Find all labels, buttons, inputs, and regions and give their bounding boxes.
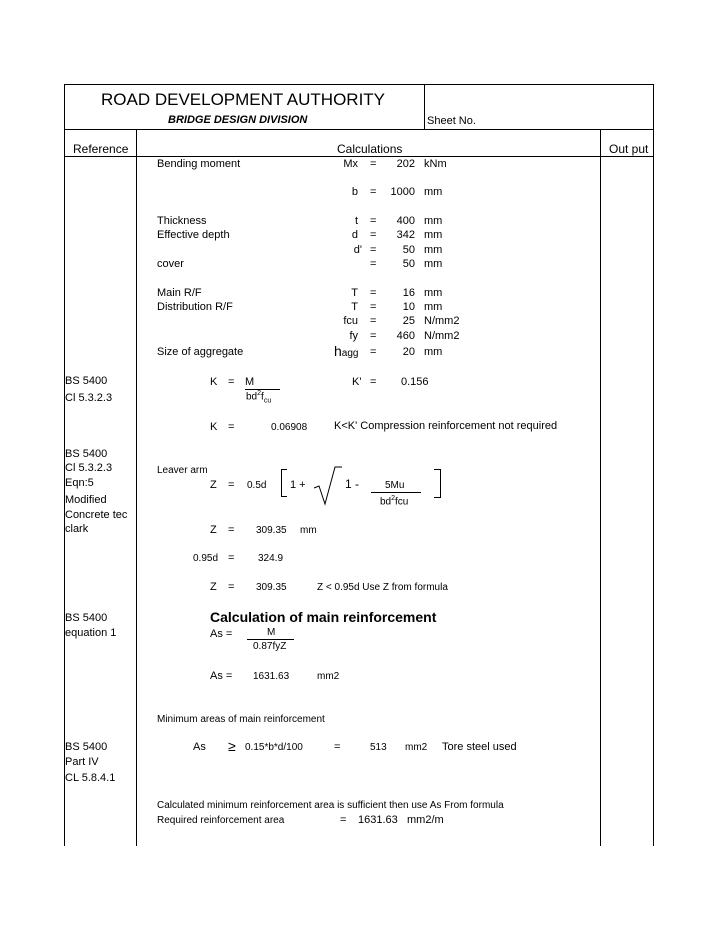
authority-title: ROAD DEVELOPMENT AUTHORITY bbox=[101, 90, 386, 109]
k-symbol: K bbox=[210, 376, 218, 388]
param-equals: = bbox=[370, 244, 377, 256]
bracket-right-bottom bbox=[434, 497, 441, 498]
z-equals-3: = bbox=[228, 581, 235, 593]
k-equals-2: = bbox=[228, 421, 235, 433]
param-label: cover bbox=[157, 258, 184, 270]
division-title: BRIDGE DESIGN DIVISION bbox=[168, 114, 308, 126]
min-ref-2: Part IV bbox=[65, 756, 99, 768]
calculations-heading: Calculations bbox=[337, 142, 403, 156]
frame-top bbox=[64, 84, 654, 85]
z-symbol: Z bbox=[210, 479, 217, 491]
param-symbol: T bbox=[351, 287, 358, 299]
param-value: 202 bbox=[396, 158, 415, 170]
required-area-label: Required reinforcement area bbox=[157, 815, 285, 826]
one-minus: 1 - bbox=[345, 477, 360, 491]
as-numerator: M bbox=[267, 627, 276, 638]
param-label: Effective depth bbox=[157, 229, 230, 241]
param-label: Bending moment bbox=[157, 158, 241, 170]
param-symbol: fcu bbox=[343, 315, 358, 327]
z-den-sup: 2 bbox=[391, 495, 396, 502]
as-symbol-2: As = bbox=[210, 670, 233, 682]
param-value: 25 bbox=[402, 315, 415, 327]
param-value: 10 bbox=[402, 301, 415, 313]
as-symbol: As = bbox=[210, 628, 233, 640]
k-den-base: bd bbox=[246, 391, 258, 403]
bracket-right-top bbox=[434, 469, 441, 470]
required-area-equals: = bbox=[340, 814, 347, 826]
z-ref-5: Concrete tec bbox=[65, 509, 128, 521]
frame-right bbox=[653, 84, 654, 846]
z-symbol-2: Z bbox=[210, 524, 217, 536]
z-symbol-3: Z bbox=[210, 581, 217, 593]
param-equals: = bbox=[370, 158, 377, 170]
z-ref-1: BS 5400 bbox=[65, 448, 108, 460]
d95-value: 324.9 bbox=[258, 553, 284, 564]
param-symbol: b bbox=[351, 186, 358, 198]
ref-divider bbox=[136, 130, 137, 846]
z-ref-4: Modified bbox=[65, 494, 107, 506]
d95-symbol: 0.95d bbox=[193, 553, 219, 564]
param-equals: = bbox=[370, 287, 377, 299]
param-equals: = bbox=[370, 330, 377, 342]
param-equals: = bbox=[370, 315, 377, 327]
param-label: Thickness bbox=[157, 215, 207, 227]
z-unit: mm bbox=[300, 525, 317, 536]
k-value: 0.06908 bbox=[271, 422, 308, 433]
bracket-left-bottom bbox=[281, 496, 287, 497]
required-area-value: 1631.63 bbox=[358, 814, 398, 826]
aggregate-symbol: h bbox=[334, 343, 342, 359]
k-ref-2: Cl 5.3.2.3 bbox=[65, 392, 113, 404]
one-plus: 1 + bbox=[290, 479, 306, 491]
param-value: 50 bbox=[402, 258, 415, 270]
min-note: Tore steel used bbox=[442, 741, 517, 753]
min-value: 513 bbox=[370, 742, 387, 753]
z-equals-2: = bbox=[228, 524, 235, 536]
param-unit: mm bbox=[424, 215, 443, 227]
param-value: 50 bbox=[402, 244, 415, 256]
colhead-bottom bbox=[64, 156, 654, 157]
reference-heading: Reference bbox=[73, 142, 129, 156]
param-unit: mm bbox=[424, 229, 443, 241]
bracket-right bbox=[440, 469, 441, 498]
param-equals: = bbox=[370, 346, 377, 358]
k-symbol-2: K bbox=[210, 421, 218, 433]
z-denominator bbox=[380, 495, 408, 507]
z-numerator: 5Mu bbox=[385, 480, 405, 491]
output-heading: Out put bbox=[609, 142, 649, 156]
param-equals: = bbox=[370, 258, 377, 270]
param-value: 16 bbox=[402, 287, 415, 299]
header-bottom bbox=[64, 129, 654, 130]
k-den-sub: cu bbox=[263, 397, 272, 405]
param-equals: = bbox=[370, 301, 377, 313]
as-fraction-bar bbox=[247, 639, 294, 640]
d95-equals: = bbox=[228, 552, 235, 564]
z-ref-2: Cl 5.3.2.3 bbox=[65, 462, 113, 474]
min-equals: = bbox=[334, 741, 341, 753]
z-equals: = bbox=[228, 479, 235, 491]
param-value: 20 bbox=[402, 346, 415, 358]
k-denominator bbox=[246, 390, 271, 404]
main-reinforcement-heading: Calculation of main reinforcement bbox=[210, 609, 437, 625]
param-label: Distribution R/F bbox=[157, 301, 233, 313]
z-den-tail: fcu bbox=[395, 496, 409, 508]
param-unit: N/mm2 bbox=[424, 330, 460, 342]
z-ref-6: clark bbox=[65, 523, 89, 535]
param-value: 400 bbox=[396, 215, 415, 227]
min-ref-1: BS 5400 bbox=[65, 741, 108, 753]
as-ref-2: equation 1 bbox=[65, 627, 117, 639]
param-label: Size of aggregate bbox=[157, 346, 244, 358]
param-symbol: d bbox=[351, 229, 358, 241]
param-equals: = bbox=[370, 229, 377, 241]
bracket-left-top bbox=[281, 469, 287, 470]
as-denominator: 0.87fyZ bbox=[253, 641, 287, 652]
sheet-no-label: Sheet No. bbox=[427, 115, 476, 127]
min-ref-3: CL 5.8.4.1 bbox=[65, 772, 116, 784]
kprime-symbol: K' bbox=[352, 376, 362, 388]
param-label: Main R/F bbox=[157, 287, 202, 299]
param-value: 460 bbox=[396, 330, 415, 342]
param-value: 342 bbox=[396, 229, 415, 241]
kprime-equals: = bbox=[370, 376, 377, 388]
param-unit: mm bbox=[424, 346, 443, 358]
param-unit: kNm bbox=[424, 158, 447, 170]
min-unit: mm2 bbox=[405, 742, 428, 753]
bracket-left bbox=[281, 469, 282, 497]
param-symbol: Mx bbox=[343, 158, 358, 170]
param-symbol: T bbox=[351, 301, 358, 313]
z-ref-3: Eqn:5 bbox=[65, 477, 94, 489]
z-value: 309.35 bbox=[256, 525, 287, 536]
param-equals: = bbox=[370, 215, 377, 227]
param-equals: = bbox=[370, 186, 377, 198]
param-symbol: d' bbox=[353, 244, 362, 256]
half-d: 0.5d bbox=[247, 480, 267, 491]
param-unit: mm bbox=[424, 186, 443, 198]
required-area-unit: mm2/m bbox=[407, 814, 444, 826]
as-value: 1631.63 bbox=[253, 671, 290, 682]
square-root-icon bbox=[313, 466, 343, 506]
k-den-sup: 2 bbox=[257, 390, 262, 397]
min-formula: 0.15*b*d/100 bbox=[245, 742, 303, 753]
leaver-arm-label: Leaver arm bbox=[157, 465, 208, 476]
aggregate-subscript: agg bbox=[341, 348, 359, 359]
k-equals: = bbox=[228, 376, 235, 388]
param-value: 1000 bbox=[390, 186, 415, 198]
as-unit: mm2 bbox=[317, 671, 340, 682]
param-unit: mm bbox=[424, 244, 443, 256]
z-fraction-bar bbox=[371, 492, 421, 493]
sheet-divider bbox=[424, 84, 425, 130]
param-unit: mm bbox=[424, 287, 443, 299]
z-den-base: bd bbox=[380, 496, 392, 508]
conclusion-line-1: Calculated minimum reinforcement area is sufficient then use As From formula bbox=[157, 800, 504, 811]
param-symbol bbox=[334, 343, 358, 361]
k-numerator: M bbox=[245, 376, 255, 388]
as-ref-1: BS 5400 bbox=[65, 612, 108, 624]
param-symbol: fy bbox=[349, 330, 358, 342]
out-divider bbox=[600, 130, 601, 846]
kprime-value: 0.156 bbox=[401, 376, 429, 388]
z-note: Z < 0.95d Use Z from formula bbox=[317, 582, 448, 593]
param-unit: mm bbox=[424, 301, 443, 313]
param-unit: mm bbox=[424, 258, 443, 270]
min-as-symbol: As bbox=[193, 741, 206, 753]
k-ref-1: BS 5400 bbox=[65, 375, 108, 387]
min-area-title: Minimum areas of main reinforcement bbox=[157, 714, 325, 725]
z-value-2: 309.35 bbox=[256, 582, 287, 593]
param-unit: N/mm2 bbox=[424, 315, 460, 327]
param-symbol: t bbox=[354, 215, 358, 227]
k-note: K<K' Compression reinforcement not required bbox=[334, 420, 558, 432]
min-ge-sign: ≥ bbox=[228, 738, 236, 754]
k-den-f: f bbox=[261, 391, 264, 403]
